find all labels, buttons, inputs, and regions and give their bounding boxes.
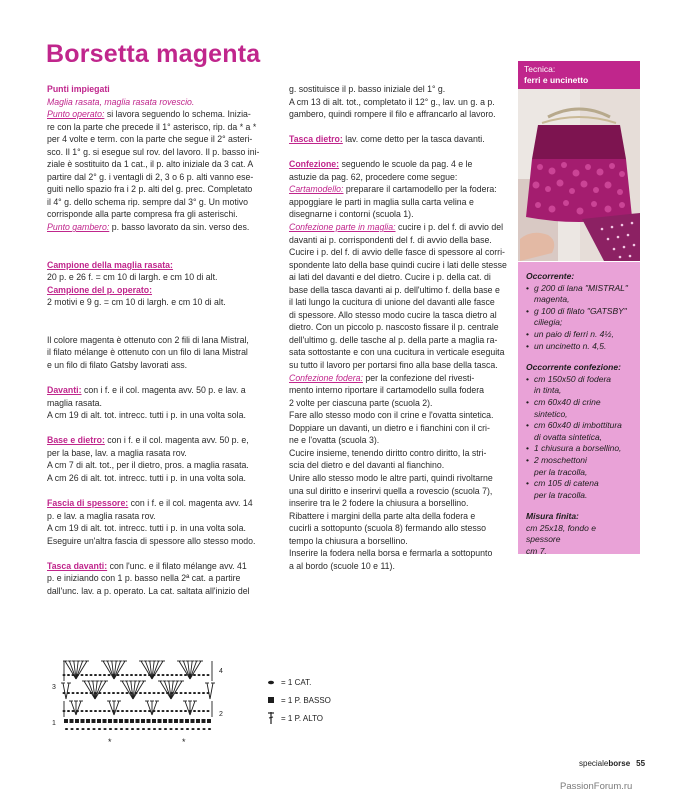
- chain-mark: [81, 728, 84, 730]
- single-crochet-mark: [114, 719, 118, 723]
- chain-mark: [114, 728, 117, 730]
- chain-mark: [126, 674, 129, 676]
- chain-mark: [109, 728, 112, 730]
- chain-mark: [81, 674, 84, 676]
- chain-mark: [126, 692, 129, 694]
- double-crochet-mark: [66, 683, 69, 699]
- chain-mark: [94, 674, 97, 676]
- chain-mark: [207, 674, 210, 676]
- row-number-1: 1: [52, 720, 56, 727]
- chain-stitch-icon: [263, 680, 279, 685]
- label-confezione-fodera: Confezione fodera:: [289, 372, 363, 383]
- chain-mark: [92, 728, 95, 730]
- section-heading-davanti: Davanti:: [47, 385, 82, 396]
- single-crochet-mark: [97, 719, 101, 723]
- single-crochet-mark: [196, 719, 200, 723]
- chain-mark: [67, 674, 70, 676]
- double-crochet-mark: [210, 683, 213, 699]
- double-crochet-icon: [263, 711, 279, 725]
- chart-marks: [61, 661, 215, 747]
- materials-box: Occorrente: • g 200 di lana "MISTRAL" magenta, • g 100 di filato "GATSBY" ciliegia; • un paio di ferri n. 4½, • un uncinetto n. 4,5. Occorrente confezione: • cm 150x50 di fodera in tinta, • cm 60x40 di crine sintetico, • cm 60x40 di imbottitura di ovatta sintetica, • 1 chiusura a borsellino, • 2 moschettoni per la tracolla, • cm 105 di catena per la tracolla. Misura finita: cm 25x18, fondo e spessore cm 7.: [518, 262, 640, 554]
- single-crochet-mark: [163, 719, 167, 723]
- list-item: • cm 150x50 di fodera in tinta,: [526, 374, 632, 397]
- chain-mark: [76, 692, 79, 694]
- single-crochet-mark: [92, 719, 96, 723]
- chain-mark: [125, 728, 128, 730]
- chain-mark: [90, 710, 93, 712]
- single-crochet-mark: [103, 719, 107, 723]
- section-heading-tasca-dietro: Tasca dietro:: [289, 134, 343, 145]
- chain-mark: [202, 728, 205, 730]
- chain-mark: [108, 692, 111, 694]
- chain-mark: [157, 710, 160, 712]
- tecnica-box: Tecnica: ferri e uncinetto: [518, 61, 640, 89]
- chain-mark: [147, 728, 150, 730]
- chain-mark: [117, 692, 120, 694]
- chain-mark: [171, 710, 174, 712]
- chain-mark: [144, 710, 147, 712]
- double-crochet-mark: [147, 701, 152, 715]
- chain-mark: [180, 710, 183, 712]
- chain-mark: [135, 674, 138, 676]
- chain-mark: [184, 692, 187, 694]
- section-heading-confezione: Confezione:: [289, 159, 340, 170]
- chain-mark: [166, 710, 169, 712]
- chain-mark: [169, 728, 172, 730]
- double-crochet-mark: [76, 701, 81, 715]
- chain-mark: [103, 692, 106, 694]
- chain-mark: [202, 710, 205, 712]
- label-punto-gambero: Punto gambero:: [47, 222, 110, 233]
- chain-mark: [72, 692, 75, 694]
- section-heading-campione-rasata: Campione della maglia rasata:: [47, 259, 173, 270]
- chain-mark: [121, 710, 124, 712]
- chain-mark: [103, 674, 106, 676]
- list-item: • 1 chiusura a borsellino,: [526, 443, 632, 455]
- chain-mark: [191, 728, 194, 730]
- list-item: • cm 60x40 di imbottitura di ovatta sintetica,: [526, 420, 632, 443]
- chain-mark: [144, 692, 147, 694]
- chain-mark: [157, 692, 160, 694]
- chain-mark: [81, 710, 84, 712]
- label-cartamodello: Cartamodello:: [289, 184, 344, 195]
- single-crochet-mark: [141, 719, 145, 723]
- chain-mark: [175, 710, 178, 712]
- chain-mark: [175, 674, 178, 676]
- chain-mark: [171, 674, 174, 676]
- chain-mark: [142, 728, 145, 730]
- double-crochet-mark: [152, 701, 157, 715]
- page-title: Borsetta magenta: [46, 40, 261, 68]
- double-crochet-mark: [109, 701, 114, 715]
- chain-mark: [103, 710, 106, 712]
- single-crochet-mark: [81, 719, 85, 723]
- crochet-chart: [52, 653, 232, 758]
- occorrente-heading: Occorrente:: [526, 271, 575, 281]
- double-crochet-mark: [63, 683, 66, 699]
- single-crochet-mark: [185, 719, 189, 723]
- single-crochet-mark: [191, 719, 195, 723]
- chain-mark: [99, 710, 102, 712]
- chain-mark: [81, 692, 84, 694]
- chain-mark: [153, 728, 156, 730]
- chain-mark: [136, 728, 139, 730]
- legend-row-basso: = 1 P. BASSO: [263, 691, 331, 709]
- chain-mark: [164, 728, 167, 730]
- occorrente-confezione-heading: Occorrente confezione:: [526, 362, 621, 373]
- chain-mark: [85, 692, 88, 694]
- chain-mark: [65, 728, 68, 730]
- crochet-chart-svg: [52, 653, 232, 753]
- single-crochet-mark: [136, 719, 140, 723]
- page-number: 55: [636, 759, 646, 768]
- list-item: • un paio di ferri n. 4½,: [526, 329, 632, 341]
- repeat-asterisk: *: [108, 737, 112, 747]
- chain-mark: [180, 728, 183, 730]
- chain-mark: [98, 728, 101, 730]
- chain-mark: [126, 710, 129, 712]
- watermark: PassionForum.ru: [560, 781, 633, 792]
- chain-mark: [198, 710, 201, 712]
- chain-mark: [144, 674, 147, 676]
- double-crochet-mark: [207, 683, 210, 699]
- section-heading-tasca-davanti: Tasca davanti:: [47, 560, 108, 571]
- chain-mark: [131, 728, 134, 730]
- list-item: • cm 105 di catena per la tracolla.: [526, 478, 632, 501]
- chain-mark: [157, 674, 160, 676]
- chain-mark: [193, 674, 196, 676]
- single-crochet-mark: [207, 719, 211, 723]
- chain-mark: [99, 674, 102, 676]
- double-crochet-mark: [185, 701, 190, 715]
- row-number-3: 3: [52, 684, 56, 691]
- bag-illustration: [518, 89, 640, 261]
- chain-mark: [207, 710, 210, 712]
- list-item: • g 200 di lana "MISTRAL" magenta,: [526, 283, 632, 306]
- chain-mark: [120, 728, 123, 730]
- repeat-asterisk: *: [182, 737, 186, 747]
- chain-mark: [135, 710, 138, 712]
- chain-mark: [193, 692, 196, 694]
- page-footer: specialeborse 55: [579, 759, 646, 768]
- chain-mark: [85, 710, 88, 712]
- legend-row-cat: = 1 CAT.: [263, 673, 331, 691]
- section-heading-campione-operato: Campione del p. operato:: [47, 284, 153, 295]
- single-crochet-mark: [86, 719, 90, 723]
- misura-heading: Misura finita:: [526, 511, 579, 522]
- chain-mark: [189, 692, 192, 694]
- single-crochet-mark: [64, 719, 68, 723]
- single-crochet-mark: [70, 719, 74, 723]
- chain-mark: [67, 710, 70, 712]
- single-crochet-mark: [169, 719, 173, 723]
- chain-mark: [193, 710, 196, 712]
- label-punto-operato: Punto operato:: [47, 109, 105, 120]
- chain-mark: [162, 710, 165, 712]
- chain-mark: [94, 710, 97, 712]
- single-crochet-mark: [174, 719, 178, 723]
- chart-legend: [263, 673, 331, 727]
- section-heading-punti: Punti impiegati: [47, 84, 110, 94]
- chain-mark: [180, 692, 183, 694]
- single-crochet-mark: [202, 719, 206, 723]
- chain-mark: [108, 674, 111, 676]
- chain-mark: [148, 692, 151, 694]
- chain-mark: [180, 674, 183, 676]
- chain-mark: [162, 692, 165, 694]
- single-crochet-mark: [108, 719, 112, 723]
- chain-mark: [153, 692, 156, 694]
- chain-mark: [121, 674, 124, 676]
- chain-mark: [139, 674, 142, 676]
- chain-mark: [112, 692, 115, 694]
- chain-mark: [158, 728, 161, 730]
- chain-mark: [184, 674, 187, 676]
- double-crochet-mark: [190, 701, 195, 715]
- chain-mark: [162, 674, 165, 676]
- list-item: • un uncinetto n. 4,5.: [526, 341, 632, 353]
- chain-mark: [197, 728, 200, 730]
- chain-mark: [208, 728, 211, 730]
- chain-mark: [87, 728, 90, 730]
- chain-mark: [117, 710, 120, 712]
- single-crochet-mark: [158, 719, 162, 723]
- row-number-2: 2: [219, 711, 223, 718]
- text-column-left: Punti impiegati Maglia rasata, maglia rasata rovescio. Punto operato: si lavora seguendo lo schema. Inizia- re con la parte che precede il 1° asterisco, rip. da * a * per 4 volte e term. con la parte che segue il 2° asteri- sco. Il 1° g. si esegue sul rov. del lavoro. Il p. basso ini- ziale è sostituito da 1 cat., il p. alto iniziale da 3 cat. A partire dal 2° g. i ventagli di 2, 3 o 6 p. alti vanno ese- guiti nello spazio fra i 2 p. alti del g. prec. Completato il 4° g. dello schema rip. sempre dal 3° g. Un motivo corrisponde alla parte compresa fra gli asterischi. Punto gambero: p. basso lavorato da sin. verso des. Campione della maglia rasata: 20 p. e 26 f. = cm 10 di largh. e cm 10 di alt. Campione del p. operato: 2 motivi e 9 g. = cm 10 di largh. e cm 10 di alt. Il colore magenta è ottenuto con 2 fili di lana Mistral, il filato mélange è ottenuto con un filo di lana Mistral e un filo di filato Gatsby lavorati ass. Davanti: con i f. e il col. magenta avv. 50 p. e lav. a maglia rasata. A cm 19 di alt. tot. intrecc. tutti i p. in una volta sola. Base e dietro: con i f. e il col. magenta avv. 50 p. e, per la base, lav. a maglia rasata rov. A cm 7 di alt. tot., per il dietro, pros. a maglia rasata. A cm 26 di alt. tot. intrecc. tutti i p. in una volta sola. Fascia di spessore: con i f. e il col. magenta avv. 14 p. e lav. a maglia rasata rov. A cm 19 di alt. tot. intrecc. tutti i p. in una volta sola. Eseguire un'altra fascia di spessore allo stesso modo. Tasca davanti: con l'unc. e il filato mélange avv. 41 p. e iniziando con 1 p. basso nella 2ª cat. a partire dall'unc. lav. a p. operato. La cat. saltata all'inizio del: [47, 84, 260, 596]
- single-crochet-mark: [147, 719, 151, 723]
- single-crochet-mark: [130, 719, 134, 723]
- double-crochet-mark: [114, 701, 119, 715]
- chain-mark: [139, 692, 142, 694]
- chain-mark: [108, 710, 111, 712]
- single-crochet-mark: [75, 719, 79, 723]
- chain-mark: [70, 728, 73, 730]
- section-heading-fascia: Fascia di spessore:: [47, 498, 129, 509]
- chain-mark: [184, 710, 187, 712]
- chain-mark: [139, 710, 142, 712]
- chain-mark: [198, 674, 201, 676]
- chain-mark: [186, 728, 189, 730]
- chain-mark: [166, 674, 169, 676]
- label-confezione-maglia: Confezione parte in maglia:: [289, 222, 396, 233]
- single-crochet-mark: [152, 719, 156, 723]
- list-item: • 2 moschettoni per la tracolla,: [526, 455, 632, 478]
- legend-row-alto: = 1 P. ALTO: [263, 709, 331, 727]
- list-item: • g 100 di filato "GATSBY" ciliegia;: [526, 306, 632, 329]
- chain-mark: [103, 728, 106, 730]
- chain-mark: [130, 674, 133, 676]
- row-number-4: 4: [219, 668, 223, 675]
- list-item: • cm 60x40 di crine sintetico,: [526, 397, 632, 420]
- single-crochet-icon: [263, 696, 279, 704]
- section-heading-base: Base e dietro:: [47, 435, 105, 446]
- single-crochet-mark: [180, 719, 184, 723]
- chain-mark: [76, 728, 79, 730]
- double-crochet-mark: [71, 701, 76, 715]
- chain-mark: [85, 674, 88, 676]
- text-column-right: g. sostituisce il p. basso iniziale del 1° g. A cm 13 di alt. tot., completato il 12° g., lav. un g. a p. gambero, quindi rompere il filo e affrancarlo al lavoro. Tasca dietro: lav. come detto per la tasca davanti. Confezione: seguendo le scuole da pag. 4 e le astuzie da pag. 62, procedere come segue: Cartamodello: preparare il cartamodello per la fodera: appoggiare le parti in maglia sulla carta velina e disegnarne i contorni (scuola 1). Confezione parte in maglia: cucire i p. del f. di avvio del davanti ai p. corrispondenti del f. di avvio della base. Cucire i p. del f. di avvio delle fasce di spessore al corri- spondente lato della base quindi cucire i lati delle stesse ai lati del davanti e del dietro. Cucire i p. della cat. di base della tasca davanti ai p. dell'ultimo f. della base e il lati lungo la cucitura di unione del davanti alle fasce di spessore. Allo stesso modo cucire la tasca dietro al dietro. Con un piccolo p. nascosto fissare il p. centrale dell'ultimo g. delle tasche al p. della parte a maglia ra- sata sottostante e con una cucitura in verticale eseguita su tutto il lavoro per portarsi fino alla base della tasca. Confezione fodera: per la confezione del rivesti- mento interno riportare il cartamodello sulla fodera 2 volte per ciascuna parte (scuola 2). Fare allo stesso modo con il crine e l'ovatta sintetica. Doppiare un davanti, un dietro e i fianchini con il cri- ne e l'ovatta (scuola 3). Cucire insieme, tenendo diritto contro diritto, la stri- scia del dietro e del davanti al fianchino. Unire allo stesso modo le altre parti, quindi rivoltarne una sul diritto e inserirvi quella a rovescio (scuola 7), inserire tra le 2 fodere la chiusura a borsellino. Ribattere i margini della parte alta della fodera e cucirli a sottopunto (scuola 8) fermando allo stesso tempo la chiusura a borsellino. Inserire la fodera nella borsa e fermarla a sottopunto a al bordo (scuole 10 e 11).: [289, 84, 507, 571]
- chain-mark: [202, 674, 205, 676]
- chain-mark: [202, 692, 205, 694]
- single-crochet-mark: [125, 719, 129, 723]
- confezione-list: [526, 374, 632, 502]
- single-crochet-mark: [119, 719, 123, 723]
- chain-mark: [121, 692, 124, 694]
- chain-mark: [130, 710, 133, 712]
- chain-mark: [175, 728, 178, 730]
- occorrente-list: [526, 283, 632, 353]
- chain-mark: [198, 692, 201, 694]
- product-photo: [518, 89, 640, 261]
- chain-mark: [90, 674, 93, 676]
